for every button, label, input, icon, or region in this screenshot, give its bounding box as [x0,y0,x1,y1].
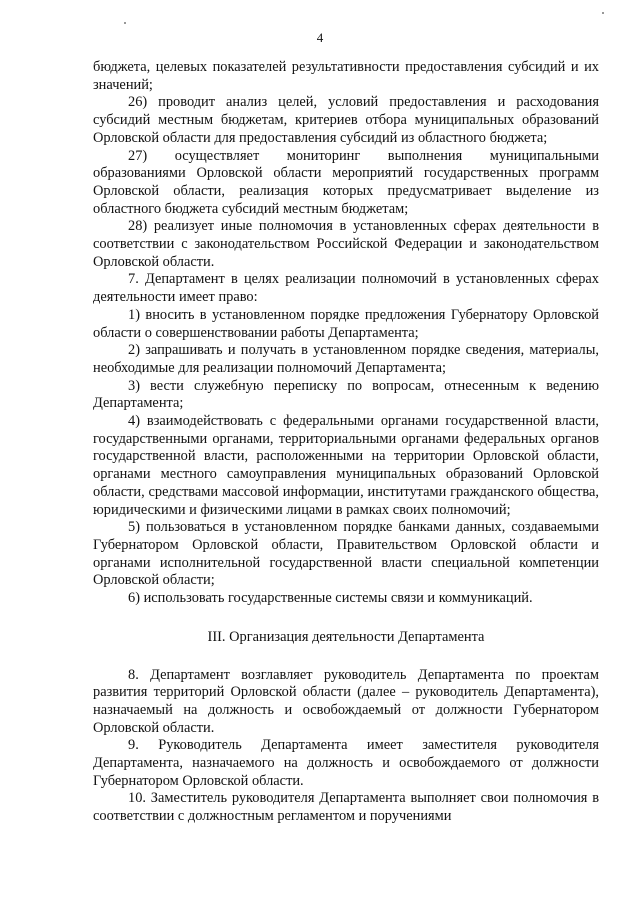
paragraph: 2) запрашивать и получать в установленном порядке сведения, материалы, необходимые для реализации полномочий Департамента; [93,342,599,376]
paragraph: 7. Департамент в целях реализации полномочий в установленных сферах деятельности имеет право: [93,271,599,306]
paragraph: 6) использовать государственные системы связи и коммуникаций. [128,590,533,607]
paragraph: 26) проводит анализ целей, условий предоставления и расходования субсидий местным бюджетам, критериев отбора муниципальных образований Орловской области для предоставления субсидий из областного бюджета; [93,94,599,146]
paragraph: бюджета, целевых показателей результативности предоставления субсидий и их значений; [93,59,599,93]
paragraph: 9. Руководитель Департамента имеет заместителя руководителя Департамента, назначаемого на должность и освобождаемого от должности Губернатором Орловской области. [93,737,599,789]
paragraph: 8. Департамент возглавляет руководитель Департамента по проектам развития территорий Орловской области (далее – руководитель Департамента), назначаемый на должность и освобождаемый от должности Губернатором Орловской области. [93,666,599,736]
section-heading: III. Организация деятельности Департамента [207,628,485,645]
paragraph: 10. Заместитель руководителя Департамента выполняет свои полномочия в соответствии с должностным регламентом и поручениями [93,790,599,825]
paragraph: 3) вести служебную переписку по вопросам, отнесенным к ведению Департамента; [93,377,599,412]
page-number: 4 [316,30,324,45]
paragraph: 1) вносить в установленном порядке предложения Губернатору Орловской области о совершенствовании работы Департамента; [93,306,599,341]
paragraph: 5) пользоваться в установленном порядке банками данных, создаваемыми Губернатором Орловской области, Правительством Орловской области и органами исполнительной государственной власти специальной компетенции Орловской области; [93,519,599,589]
paragraph: 28) реализует иные полномочия в установленных сферах деятельности в соответствии с законодательством Российской Федерации и законодательством Орловской области. [93,218,599,270]
paragraph: 27) осуществляет мониторинг выполнения муниципальными образованиями Орловской области мероприятий государственных программ Орловской области, реализация которых предусматривает выделение из областного бюджета субсидий местным бюджетам; [93,147,599,217]
paragraph: 4) взаимодействовать с федеральными органами государственной власти, государственными органами, территориальными органами федеральных органов государственной власти, расположенными на территории Орловской области, органами местного самоуправления муниципальных образований Орловской области, средствами массовой информации, институтами гражданского общества, юридическими и физическими лицами в рамках своих полномочий; [93,413,599,518]
section-paragraphs-before [93,59,599,608]
scan-speck [124,22,126,24]
section-paragraphs-after [93,667,599,826]
scan-speck [602,12,604,14]
document-body [93,59,599,826]
